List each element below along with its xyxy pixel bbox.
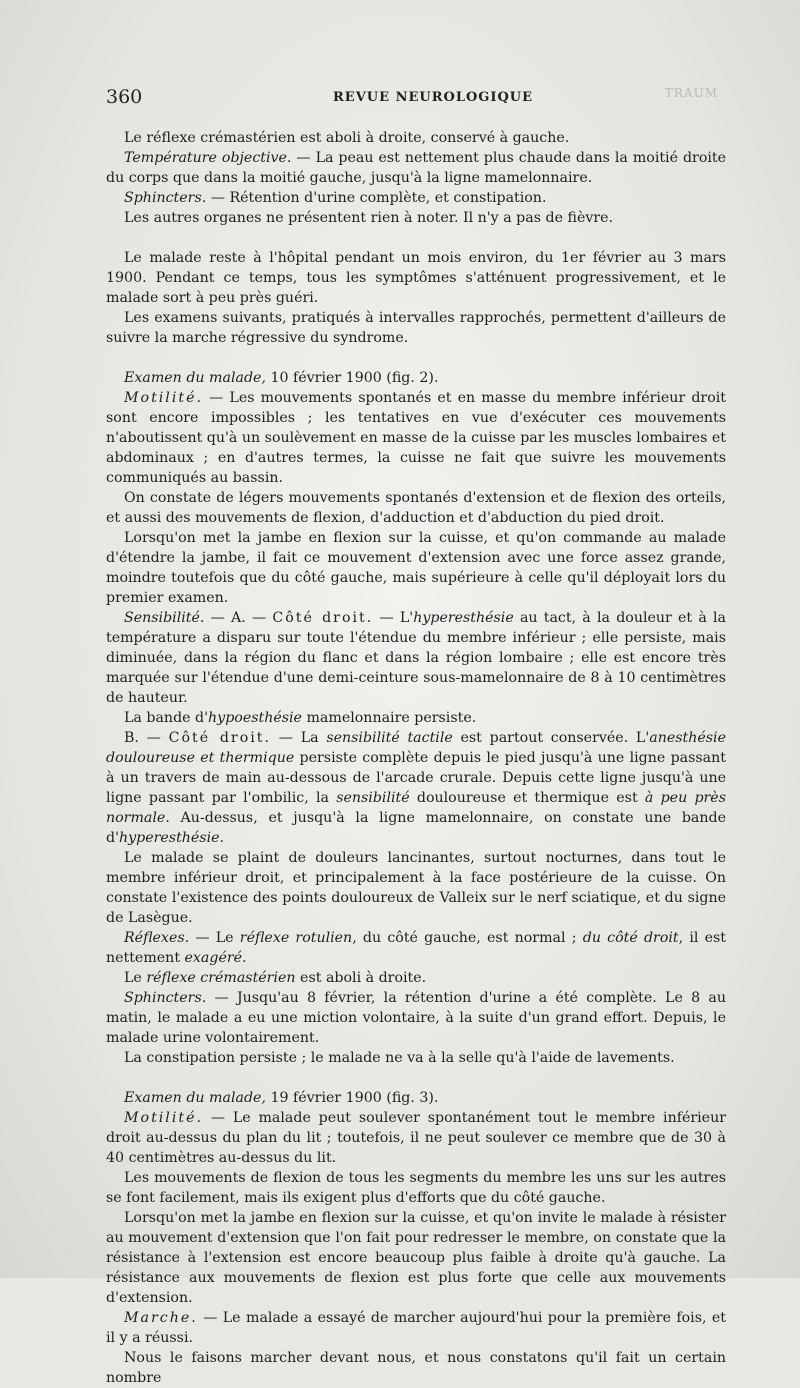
paragraph: Le malade reste à l'hôpital pendant un mois environ, du 1er février au 3 mars 1900. Pendant ce temps, tous les symptômes s'atténuent progressivement, et le malade sort à peu près guéri. xyxy=(106,250,726,306)
paragraph: Nous le faisons marcher devant nous, et nous constatons qu'il fait un certain nombre xyxy=(106,1350,726,1386)
paragraph: Sensibilité. — A. — Côté droit. — L'hyperesthésie au tact, à la douleur et à la température a disparu sur toute l'étendue du membre inférieur ; elle persiste, mais diminuée, dans la région du flanc et dans la région lombaire ; elle est encore très marquée sur l'étendue d'une demi-ceinture sous-mamelonnaire de 8 à 10 centimètres de hauteur. xyxy=(106,610,727,706)
paragraph: Température objective. — La peau est nettement plus chaude dans la moitié droite du corps que dans la moitié gauche, jusqu'à la ligne mamelonnaire. xyxy=(106,150,726,186)
bleed-through-text: TRAUM xyxy=(664,86,718,100)
paragraph: La bande d'hypoesthésie mamelonnaire persiste. xyxy=(124,710,477,726)
paragraph: Motilité. — Les mouvements spontanés et en masse du membre inférieur droit sont encore impossibles ; les tentatives en vue d'exécuter ces mouvements n'aboutissent qu'à un soulèvement en masse de la cuisse par les muscles lombaires et abdominaux ; en d'autres termes, la cuisse ne fait que suivre les mouvements communiqués au bassin. xyxy=(106,390,726,486)
paragraph: Les autres organes ne présentent rien à noter. Il n'y a pas de fièvre. xyxy=(124,210,614,226)
paragraph: Les examens suivants, pratiqués à intervalles rapprochés, permettent d'ailleurs de suivre la marche régressive du syndrome. xyxy=(106,310,726,346)
paragraph: Sphincters. — Jusqu'au 8 février, la rétention d'urine a été complète. Le 8 au matin, le malade a eu une miction volontaire, à la suite d'un grand effort. Depuis, le malade urine volontairement. xyxy=(106,990,726,1046)
paragraph: Le réflexe crémastérien est aboli à droite. xyxy=(124,970,427,986)
paragraph: Le malade se plaint de douleurs lancinantes, surtout nocturnes, dans tout le membre inférieur droit, et principalement à la face postérieure de la cuisse. On constate l'existence des points douloureux de Valleix sur le nerf sciatique, et du signe de Lasègue. xyxy=(106,850,726,926)
article-body xyxy=(106,128,726,1388)
paragraph: La constipation persiste ; le malade ne va à la selle qu'à l'aide de lavements. xyxy=(124,1050,675,1066)
paragraph: Lorsqu'on met la jambe en flexion sur la cuisse, et qu'on commande au malade d'étendre la jambe, il fait ce mouvement d'extension avec une force assez grande, moindre toutefois que du côté gauche, mais supérieure à celle qu'il déployait lors du premier examen. xyxy=(106,530,726,606)
paragraph: Motilité. — Le malade peut soulever spontanément tout le membre inférieur droit au-dessus du plan du lit ; toutefois, il ne peut soulever ce membre que de 30 à 40 centimètres au-dessus du lit. xyxy=(106,1110,726,1166)
section-heading: Examen du malade, 19 février 1900 (fig. 3). xyxy=(124,1090,439,1106)
page-number: 360 xyxy=(106,86,143,108)
paragraph: Les mouvements de flexion de tous les segments du membre les uns sur les autres se font facilement, mais ils exigent plus d'efforts que du côté gauche. xyxy=(106,1170,726,1206)
paragraph: Sphincters. — Rétention d'urine complète, et constipation. xyxy=(124,190,547,206)
page-header xyxy=(106,86,726,112)
paragraph: B. — Côté droit. — La sensibilité tactile est partout conservée. L'anesthésie douloureuse et thermique persiste complète depuis le pied jusqu'à une ligne passant à un travers de main au-dessous de l'arcade crurale. Depuis cette ligne jusqu'à une ligne passant par l'ombilic, la sensibilité douloureuse et thermique est à peu près normale. Au-dessus, et jusqu'à la ligne mamelonnaire, on constate une bande d'hyperesthésie. xyxy=(106,730,726,846)
paragraph: Réflexes. — Le réflexe rotulien, du côté gauche, est normal ; du côté droit, il est nettement exagéré. xyxy=(106,930,726,966)
section-heading: Examen du malade, 10 février 1900 (fig. 2). xyxy=(124,370,439,386)
running-title: REVUE NEUROLOGIQUE xyxy=(333,90,534,105)
paragraph: Marche. — Le malade a essayé de marcher aujourd'hui pour la première fois, et il y a réussi. xyxy=(106,1310,726,1346)
paragraph: On constate de légers mouvements spontanés d'extension et de flexion des orteils, et aussi des mouvements de flexion, d'adduction et d'abduction du pied droit. xyxy=(106,490,726,526)
paragraph: Lorsqu'on met la jambe en flexion sur la cuisse, et qu'on invite le malade à résister au mouvement d'extension que l'on fait pour redresser le membre, on constate que la résistance à l'extension est encore beaucoup plus faible à droite qu'à gauche. La résistance aux mouvements de flexion est plus forte que celle aux mouvements d'extension. xyxy=(106,1210,726,1306)
paragraph: Le réflexe crémastérien est aboli à droite, conservé à gauche. xyxy=(124,130,570,146)
